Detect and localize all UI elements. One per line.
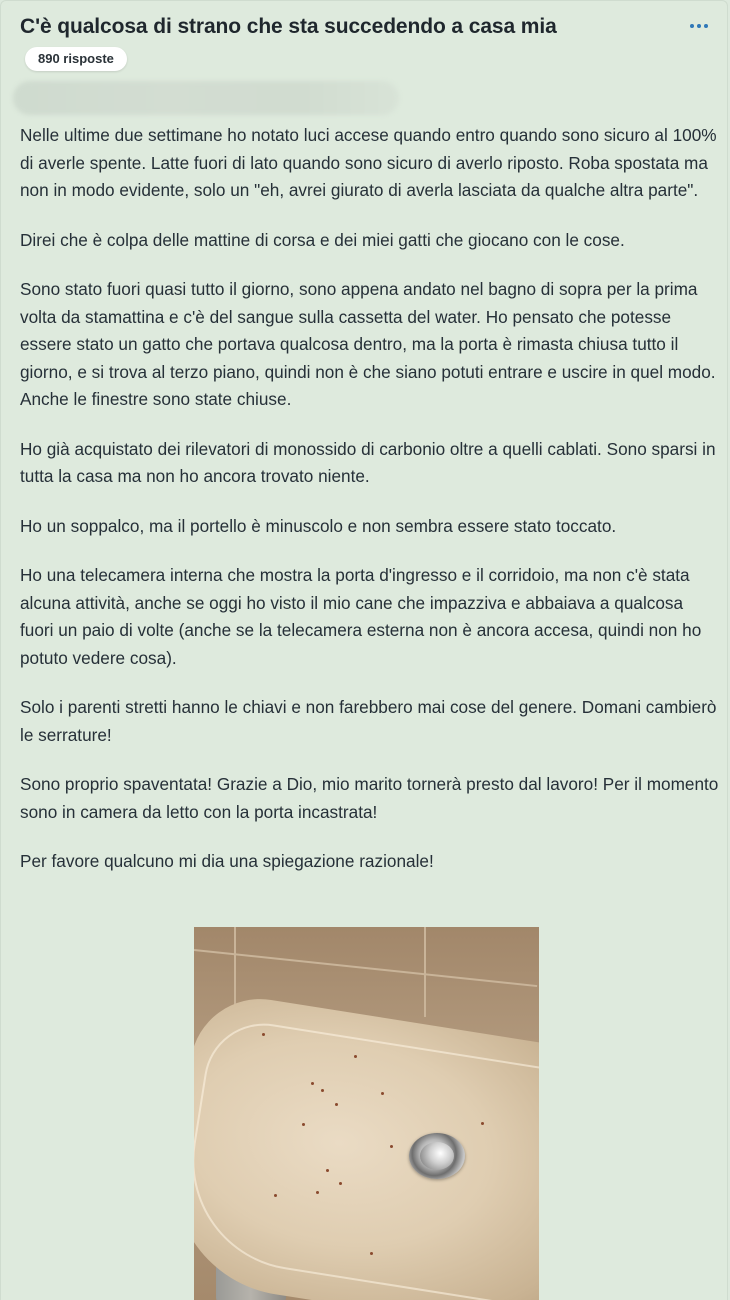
post-title: C'è qualcosa di strano che sta succedendo a casa mia — [20, 15, 557, 38]
post-paragraph: Sono stato fuori quasi tutto il giorno, sono appena andato nel bagno di sopra per la prima volta da stamattina e c'è del sangue sulla cassetta del water. Ho pensato che potesse essere stato un gatto che portava qualcosa dentro, ma la porta è rimasta chiusa tutto il giorno, e si trova al terzo piano, quindi non è che siano potuti entrare e uscire in quel modo. Anche le finestre sono state chiuse. — [20, 279, 716, 409]
post-paragraph: Ho già acquistato dei rilevatori di monossido di carbonio oltre a quelli cablati. Sono sparsi in tutta la casa ma non ho ancora trovato niente. — [20, 438, 716, 486]
image-speck — [381, 1092, 384, 1095]
post-paragraph: Per favore qualcuno mi dia una spiegazione razionale! — [20, 851, 434, 871]
image-speck — [274, 1194, 277, 1197]
image-tile-grout — [234, 927, 236, 1007]
image-speck — [316, 1191, 319, 1194]
more-horizontal-icon — [704, 24, 708, 28]
post-paragraph: Sono proprio spaventata! Grazie a Dio, mio marito tornerà presto dal lavoro! Per il momento sono in camera da letto con la porta incastrata! — [20, 774, 719, 822]
image-speck — [321, 1089, 324, 1092]
image-speck — [339, 1182, 342, 1185]
image-speck — [302, 1123, 305, 1126]
image-speck — [354, 1055, 357, 1058]
image-speck — [262, 1033, 265, 1036]
post-body — [20, 122, 720, 898]
replies-count-badge[interactable]: 890 risposte — [25, 47, 127, 71]
more-horizontal-icon — [690, 24, 694, 28]
post-paragraph: Nelle ultime due settimane ho notato luci accese quando entro quando sono sicuro al 100% di averle spente. Latte fuori di lato quando sono sicuro di averlo riposto. Roba spostata ma non in modo evidente, solo un "eh, avrei giurato di averla lasciata da qualche altra parte". — [20, 125, 717, 200]
more-options-button[interactable] — [687, 17, 711, 35]
more-horizontal-icon — [697, 24, 701, 28]
post-paragraph: Ho una telecamera interna che mostra la porta d'ingresso e il corridoio, ma non c'è stata alcuna attività, anche se oggi ho visto il mio cane che impazziva e abbaiava a qualcosa fuori un paio di volte (anche se la telecamera esterna non è ancora accesa, quindi non ho potuto vedere cosa). — [20, 565, 702, 668]
image-speck — [390, 1145, 393, 1148]
image-flush-button-center — [420, 1142, 454, 1170]
image-tile-grout — [424, 927, 426, 1017]
blurred-author-info — [13, 81, 399, 115]
post-image[interactable] — [194, 927, 539, 1300]
post-paragraph: Ho un soppalco, ma il portello è minuscolo e non sembra essere stato toccato. — [20, 515, 617, 536]
image-speck — [311, 1082, 314, 1085]
image-speck — [481, 1122, 484, 1125]
post-paragraph: Direi che è colpa delle mattine di corsa e dei miei gatti che giocano con le cose. — [20, 229, 625, 250]
image-speck — [335, 1103, 338, 1106]
image-speck — [370, 1252, 373, 1255]
image-speck — [326, 1169, 329, 1172]
post-paragraph: Solo i parenti stretti hanno le chiavi e non farebbero mai cose del genere. Domani cambierò le serrature! — [20, 697, 717, 745]
